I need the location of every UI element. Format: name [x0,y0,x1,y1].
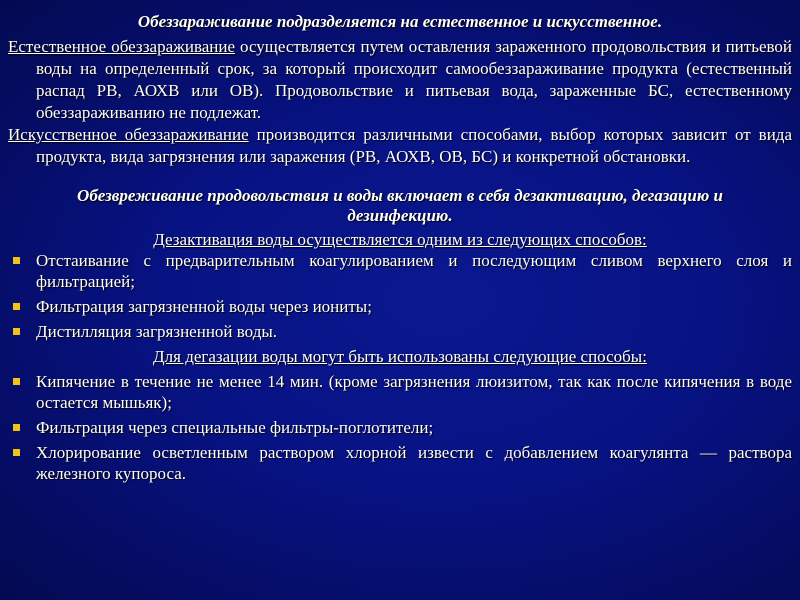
term-natural-disinfection: Естественное обеззараживание [8,37,236,56]
paragraph-artificial-text: производится различными способами, выбор которых зависит от вида продукта, вида загрязнения или заражения (РВ, АОХВ, ОВ, БС) и конкретной обстановки. [36,125,793,166]
paragraph-natural-text: осуществляется путем оставления зараженного продовольствия и питьевой воды на определенный срок, за который происходит самообеззараживание продукта (естественный распад РВ, АОХВ или ОВ). Продовольствие и питьевая вода, зараженные БС, естественному обеззараживанию не подлежат. [36,37,792,122]
list-item: Кипячение в течение не менее 14 мин. (кроме загрязнения люизитом, так как после кипячения в воде остается мышьяк); [8,371,792,413]
subhead-degassing: Для дегазации воды могут быть использованы следующие способы: [153,347,647,366]
bullet-icon [13,257,20,264]
term-artificial-disinfection: Искусственное обеззараживание [8,125,249,144]
list-item: Фильтрация загрязненной воды через иониты; [8,296,792,317]
bullet-icon [13,303,20,310]
list-item: Отстаивание с предварительным коагулированием и последующим сливом верхнего слоя и фильтрацией; [8,250,792,292]
bullet-icon [13,328,20,335]
list-degassing [8,371,792,484]
bullet-icon [13,449,20,456]
heading-disinfection-types: Обеззараживание подразделяется на естественное и искусственное. [137,12,663,31]
bullet-icon [13,378,20,385]
list-deactivation [8,250,792,342]
list-item: Фильтрация через специальные фильтры-поглотители; [8,417,792,438]
list-item: Хлорирование осветленным раствором хлорной извести с добавлением коагулянта — раствора железного купороса. [8,442,792,484]
subhead-deactivation: Дезактивация воды осуществляется одним из следующих способов: [153,230,647,249]
paragraph-artificial-disinfection [8,124,792,168]
paragraph-natural-disinfection [8,36,792,124]
bullet-icon [13,424,20,431]
list-item: Дистилляция загрязненной воды. [8,321,792,342]
heading-neutralization: Обезвреживание продовольствия и воды включает в себя дезактивацию, дегазацию и дезинфекцию. [77,186,723,225]
